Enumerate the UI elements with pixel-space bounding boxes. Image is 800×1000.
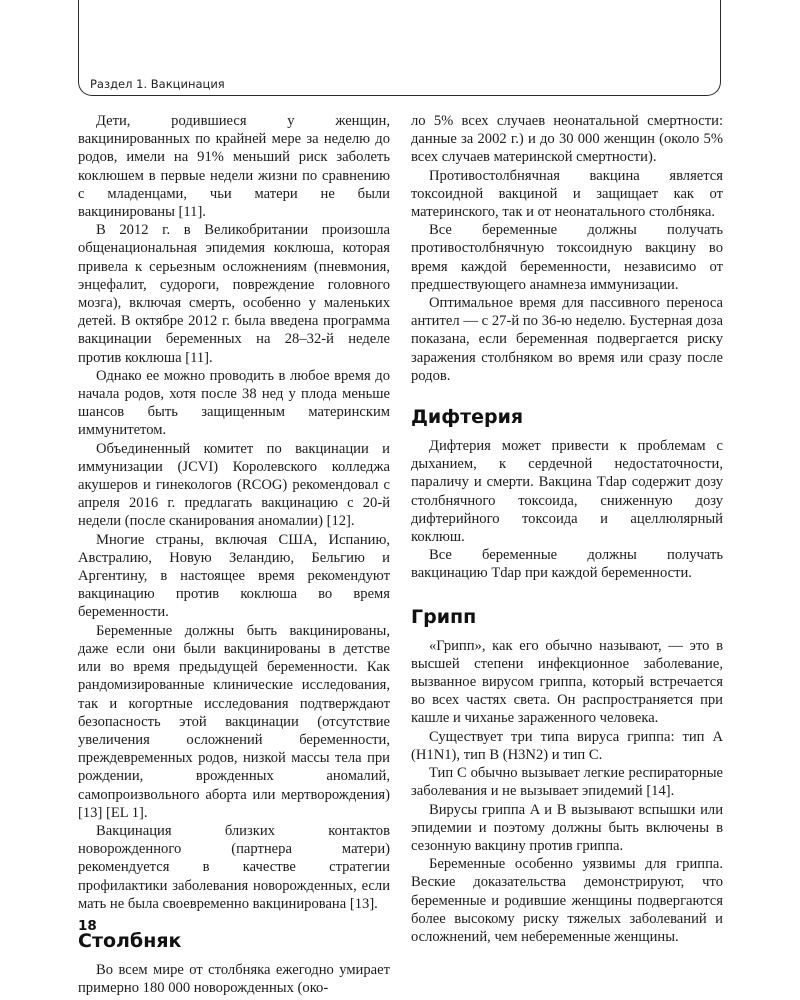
paragraph: Оптимальное время для пассивного переноса антител — с 27-й по 36-ю неделю. Бустерная доза показана, если беременная подвергается риску заражения столбняком во время или сразу после родов. (411, 295, 723, 384)
section-label: Раздел 1. Вакцинация (90, 77, 225, 91)
paragraph: Объединенный комитет по вакцинации и иммунизации (JCVI) Королевского колледжа акушеров и гинекологов (RCOG) рекомендовал с апреля 2016 г. предлагать вакцинацию с 20-й недели (после сканирования аномалии) [12]. (78, 440, 390, 530)
paragraph: Вирусы гриппа A и B вызывают вспышки или эпидемии и поэтому должны быть включены в сезонную вакцину против гриппа. (411, 801, 723, 854)
page-number: 18 (78, 918, 97, 934)
paragraph: Существует три типа вируса гриппа: тип A (H1N1), тип B (H3N2) и тип C. (411, 728, 723, 763)
paragraph: «Грипп», как его обычно называют, — это в высшей степени инфекционное заболевание, вызванное вирусом гриппа, который встречается во всех частях света. Он распространяется при кашле и чиханье зараженного человека. (411, 637, 723, 727)
left-column (78, 112, 390, 997)
paragraph: Все беременные должны получать противостолбнячную токсоидную вакцину во время каждой беременности, независимо от предшествующего анамнеза иммунизации. (411, 222, 723, 293)
paragraph: Противостолбнячная вакцина является токсоидной вакциной и защищает как от материнского, так и от неонатального столбняка. (411, 167, 723, 221)
paragraph: Дифтерия может привести к проблемам с дыханием, к сердечной недостаточности, параличу и смерти. Вакцина Tdap содержит дозу столбнячного токсоида, сниженную дозу дифтерийного токсоида и ацеллюлярный коклюш. (411, 438, 723, 546)
heading-flu: Грипп (411, 605, 477, 628)
paragraph-continued: ло 5% всех случаев неонатальной смертности: данные за 2002 г.) и до 30 000 женщин (около 5% всех случаев материнской смертности). (411, 113, 723, 166)
paragraph: Беременные особенно уязвимы для гриппа. Веские доказательства демонстрируют, что беременные и родившие женщины подвергаются более высокому риску тяжелых заболеваний и осложнений, чем небеременные женщины. (411, 856, 723, 945)
paragraph: Многие страны, включая США, Испанию, Австралию, Новую Зеландию, Бельгию и Аргентину, в настоящее время рекомендуют вакцинацию против коклюша во время беременности. (78, 531, 390, 621)
paragraph: Тип C обычно вызывает легкие респираторные заболевания и не вызывает эпидемий [14]. (411, 765, 723, 800)
heading-diphtheria: Дифтерия (411, 406, 524, 429)
paragraph: Дети, родившиеся у женщин, вакцинированных по крайней мере за неделю до родов, имели на 91% меньший риск заболеть коклюшем в первые недели жизни по сравнению с младенцами, чьи матери не были вакцинированы [11]. (78, 113, 390, 221)
paragraph: Однако ее можно проводить в любое время до начала родов, хотя после 38 нед у плода меньше шансов быть защищенным материнским иммунитетом. (78, 367, 390, 439)
heading-tetanus: Столбняк (78, 929, 182, 952)
paragraph: Беременные должны быть вакцинированы, даже если они были вакцинированы в детстве или во время предыдущей беременности. Как рандомизированные клинические исследования, так и когортные исследования подтверждают безопасность этой вакцинации (отсутствие увеличения осложнений беременности, преждевременных родов, низкой массы тела при рождении, врожденных аномалий, самопроизвольного аборта или мертворождения) [13] [EL 1]. (78, 622, 390, 821)
right-column (411, 112, 723, 946)
paragraph: В 2012 г. в Великобритании произошла общенациональная эпидемия коклюша, которая привела к серьезным осложнениям (пневмония, энцефалит, судороги, повреждение головного мозга), включая смерть, особенно у маленьких детей. В октябре 2012 г. была введена программа вакцинации беременных на 28–32-й неделе против коклюша [11]. (78, 222, 390, 366)
paragraph: Во всем мире от столбняка ежегодно умирает примерно 180 000 новорожденных (око- (78, 961, 390, 997)
paragraph: Все беременные должны получать вакцинацию Tdap при каждой беременности. (411, 547, 723, 582)
paragraph: Вакцинация близких контактов новорожденного (партнера матери) рекомендуется в качестве стратегии профилактики заболевания новорожденных, если мать не была своевременно вакцинирована [13]. (78, 822, 390, 912)
